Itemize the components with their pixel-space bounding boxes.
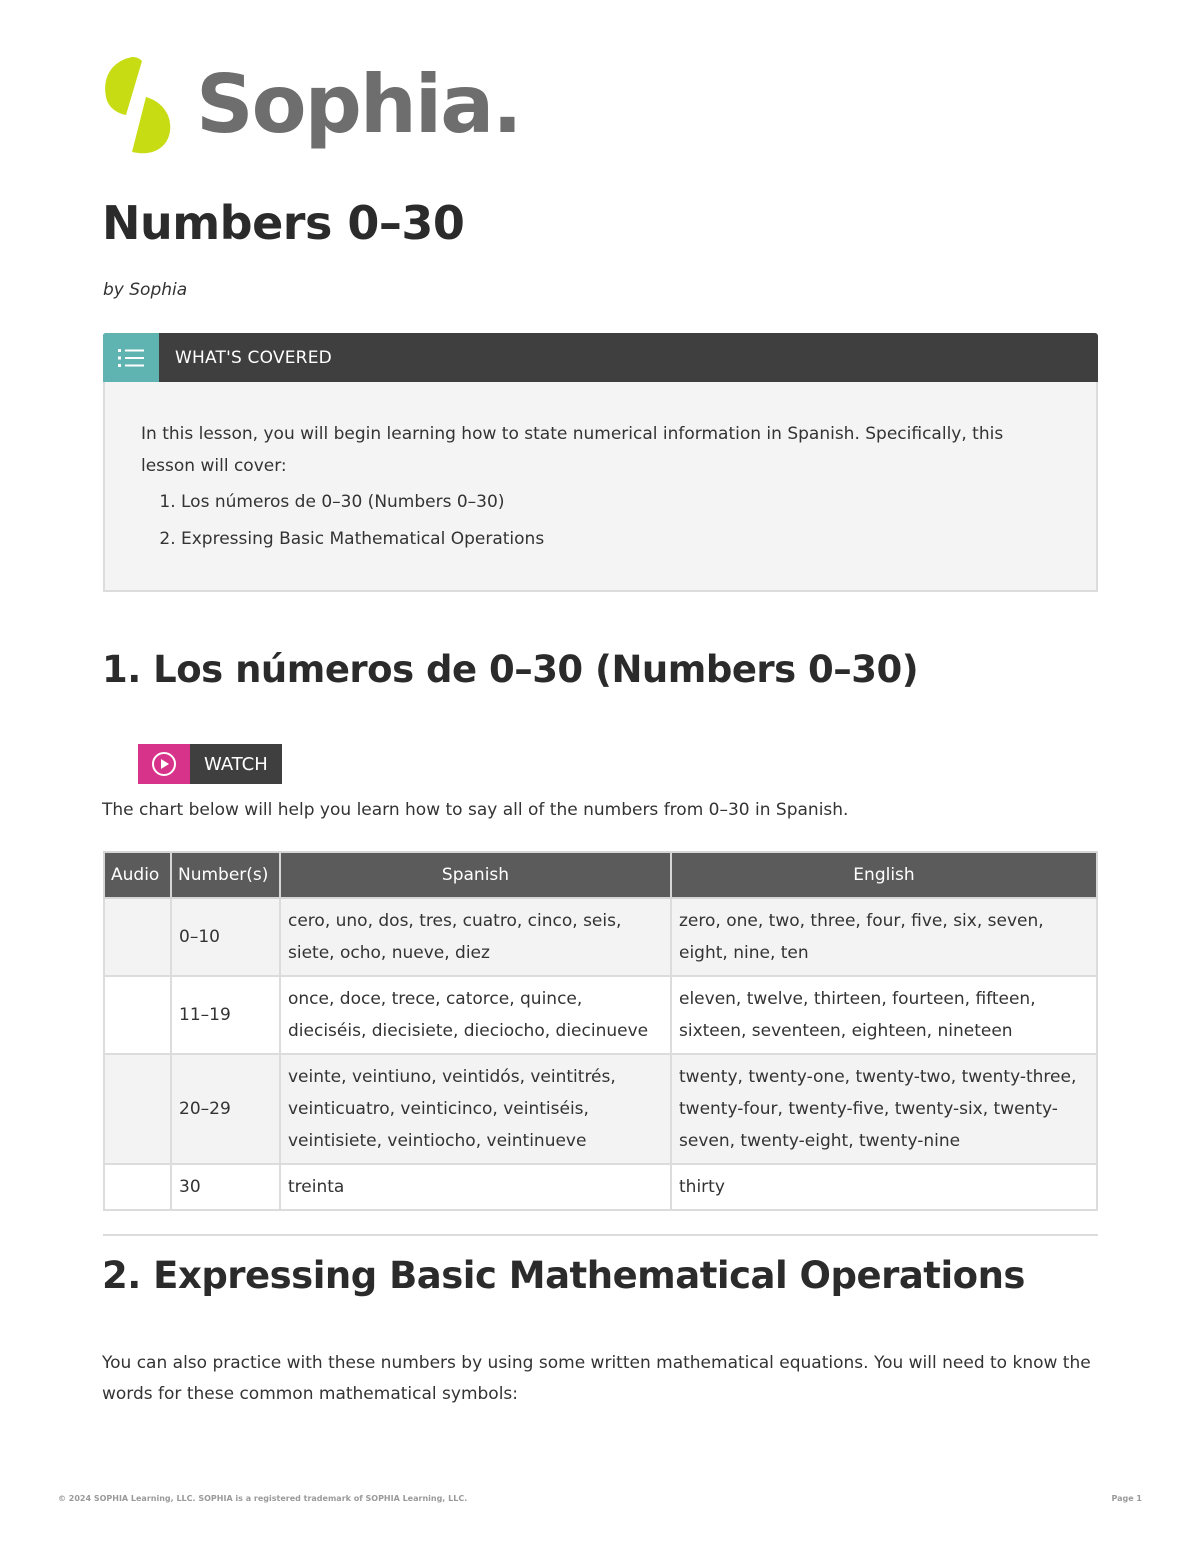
table-row [104, 976, 1097, 1054]
sophia-logo-mark-icon [102, 55, 174, 155]
logo-wordmark: Sophia. [196, 58, 521, 151]
audio-cell[interactable] [104, 1164, 171, 1210]
whats-covered-list [141, 484, 1060, 558]
column-header: Number(s) [171, 852, 280, 898]
list-item: 2. Expressing Basic Mathematical Operations [181, 521, 1060, 558]
table-row [104, 898, 1097, 976]
play-icon [138, 744, 190, 784]
footer-page-number: Page 1 [1111, 1494, 1142, 1503]
english-cell: thirty [671, 1164, 1097, 1210]
section-heading: 2. Expressing Basic Mathematical Operations [102, 1254, 1025, 1297]
column-header: Audio [104, 852, 171, 898]
number-cell: 0–10 [171, 898, 280, 976]
column-header: Spanish [280, 852, 671, 898]
english-cell: zero, one, two, three, four, five, six, seven, eight, nine, ten [671, 898, 1097, 976]
whats-covered-label: WHAT'S COVERED [175, 347, 332, 368]
whats-covered-box [103, 333, 1098, 592]
watch-label: WATCH [190, 744, 282, 784]
column-header: English [671, 852, 1097, 898]
whats-covered-intro: In this lesson, you will begin learning how to state numerical information in Spanish. Specifically, this lesson will cover: [141, 424, 1004, 476]
list-icon [103, 333, 159, 382]
audio-cell[interactable] [104, 976, 171, 1054]
sophia-logo [102, 55, 521, 155]
watch-button[interactable] [138, 744, 282, 784]
number-cell: 30 [171, 1164, 280, 1210]
section-divider [103, 1234, 1098, 1236]
footer-copyright: © 2024 SOPHIA Learning, LLC. SOPHIA is a registered trademark of SOPHIA Learning, LLC. [58, 1494, 468, 1503]
table-row [104, 1054, 1097, 1164]
spanish-cell: treinta [280, 1164, 671, 1210]
number-cell: 11–19 [171, 976, 280, 1054]
whats-covered-body [103, 382, 1098, 592]
whats-covered-header [103, 333, 1098, 382]
english-cell: eleven, twelve, thirteen, fourteen, fifteen, sixteen, seventeen, eighteen, nineteen [671, 976, 1097, 1054]
spanish-cell: veinte, veintiuno, veintidós, veintitrés, veinticuatro, veinticinco, veintiséis, veintisiete, veintiocho, veintinueve [280, 1054, 671, 1164]
english-cell: twenty, twenty-one, twenty-two, twenty-three, twenty-four, twenty-five, twenty-six, twenty-seven, twenty-eight, twenty-nine [671, 1054, 1097, 1164]
audio-cell[interactable] [104, 1054, 171, 1164]
page-title: Numbers 0–30 [102, 196, 465, 250]
spanish-cell: once, doce, trece, catorce, quince, dieciséis, diecisiete, dieciocho, diecinueve [280, 976, 671, 1054]
table-row [104, 1164, 1097, 1210]
number-cell: 20–29 [171, 1054, 280, 1164]
paragraph: The chart below will help you learn how to say all of the numbers from 0–30 in Spanish. [102, 800, 849, 820]
numbers-table [103, 851, 1098, 1211]
paragraph: You can also practice with these numbers by using some written mathematical equations. You will need to know the words for these common mathematical symbols: [102, 1353, 1091, 1404]
table-header-row [104, 852, 1097, 898]
list-item: 1. Los números de 0–30 (Numbers 0–30) [181, 484, 1060, 521]
byline: by Sophia [103, 280, 188, 300]
spanish-cell: cero, uno, dos, tres, cuatro, cinco, seis, siete, ocho, nueve, diez [280, 898, 671, 976]
audio-cell[interactable] [104, 898, 171, 976]
section-heading: 1. Los números de 0–30 (Numbers 0–30) [102, 648, 919, 691]
